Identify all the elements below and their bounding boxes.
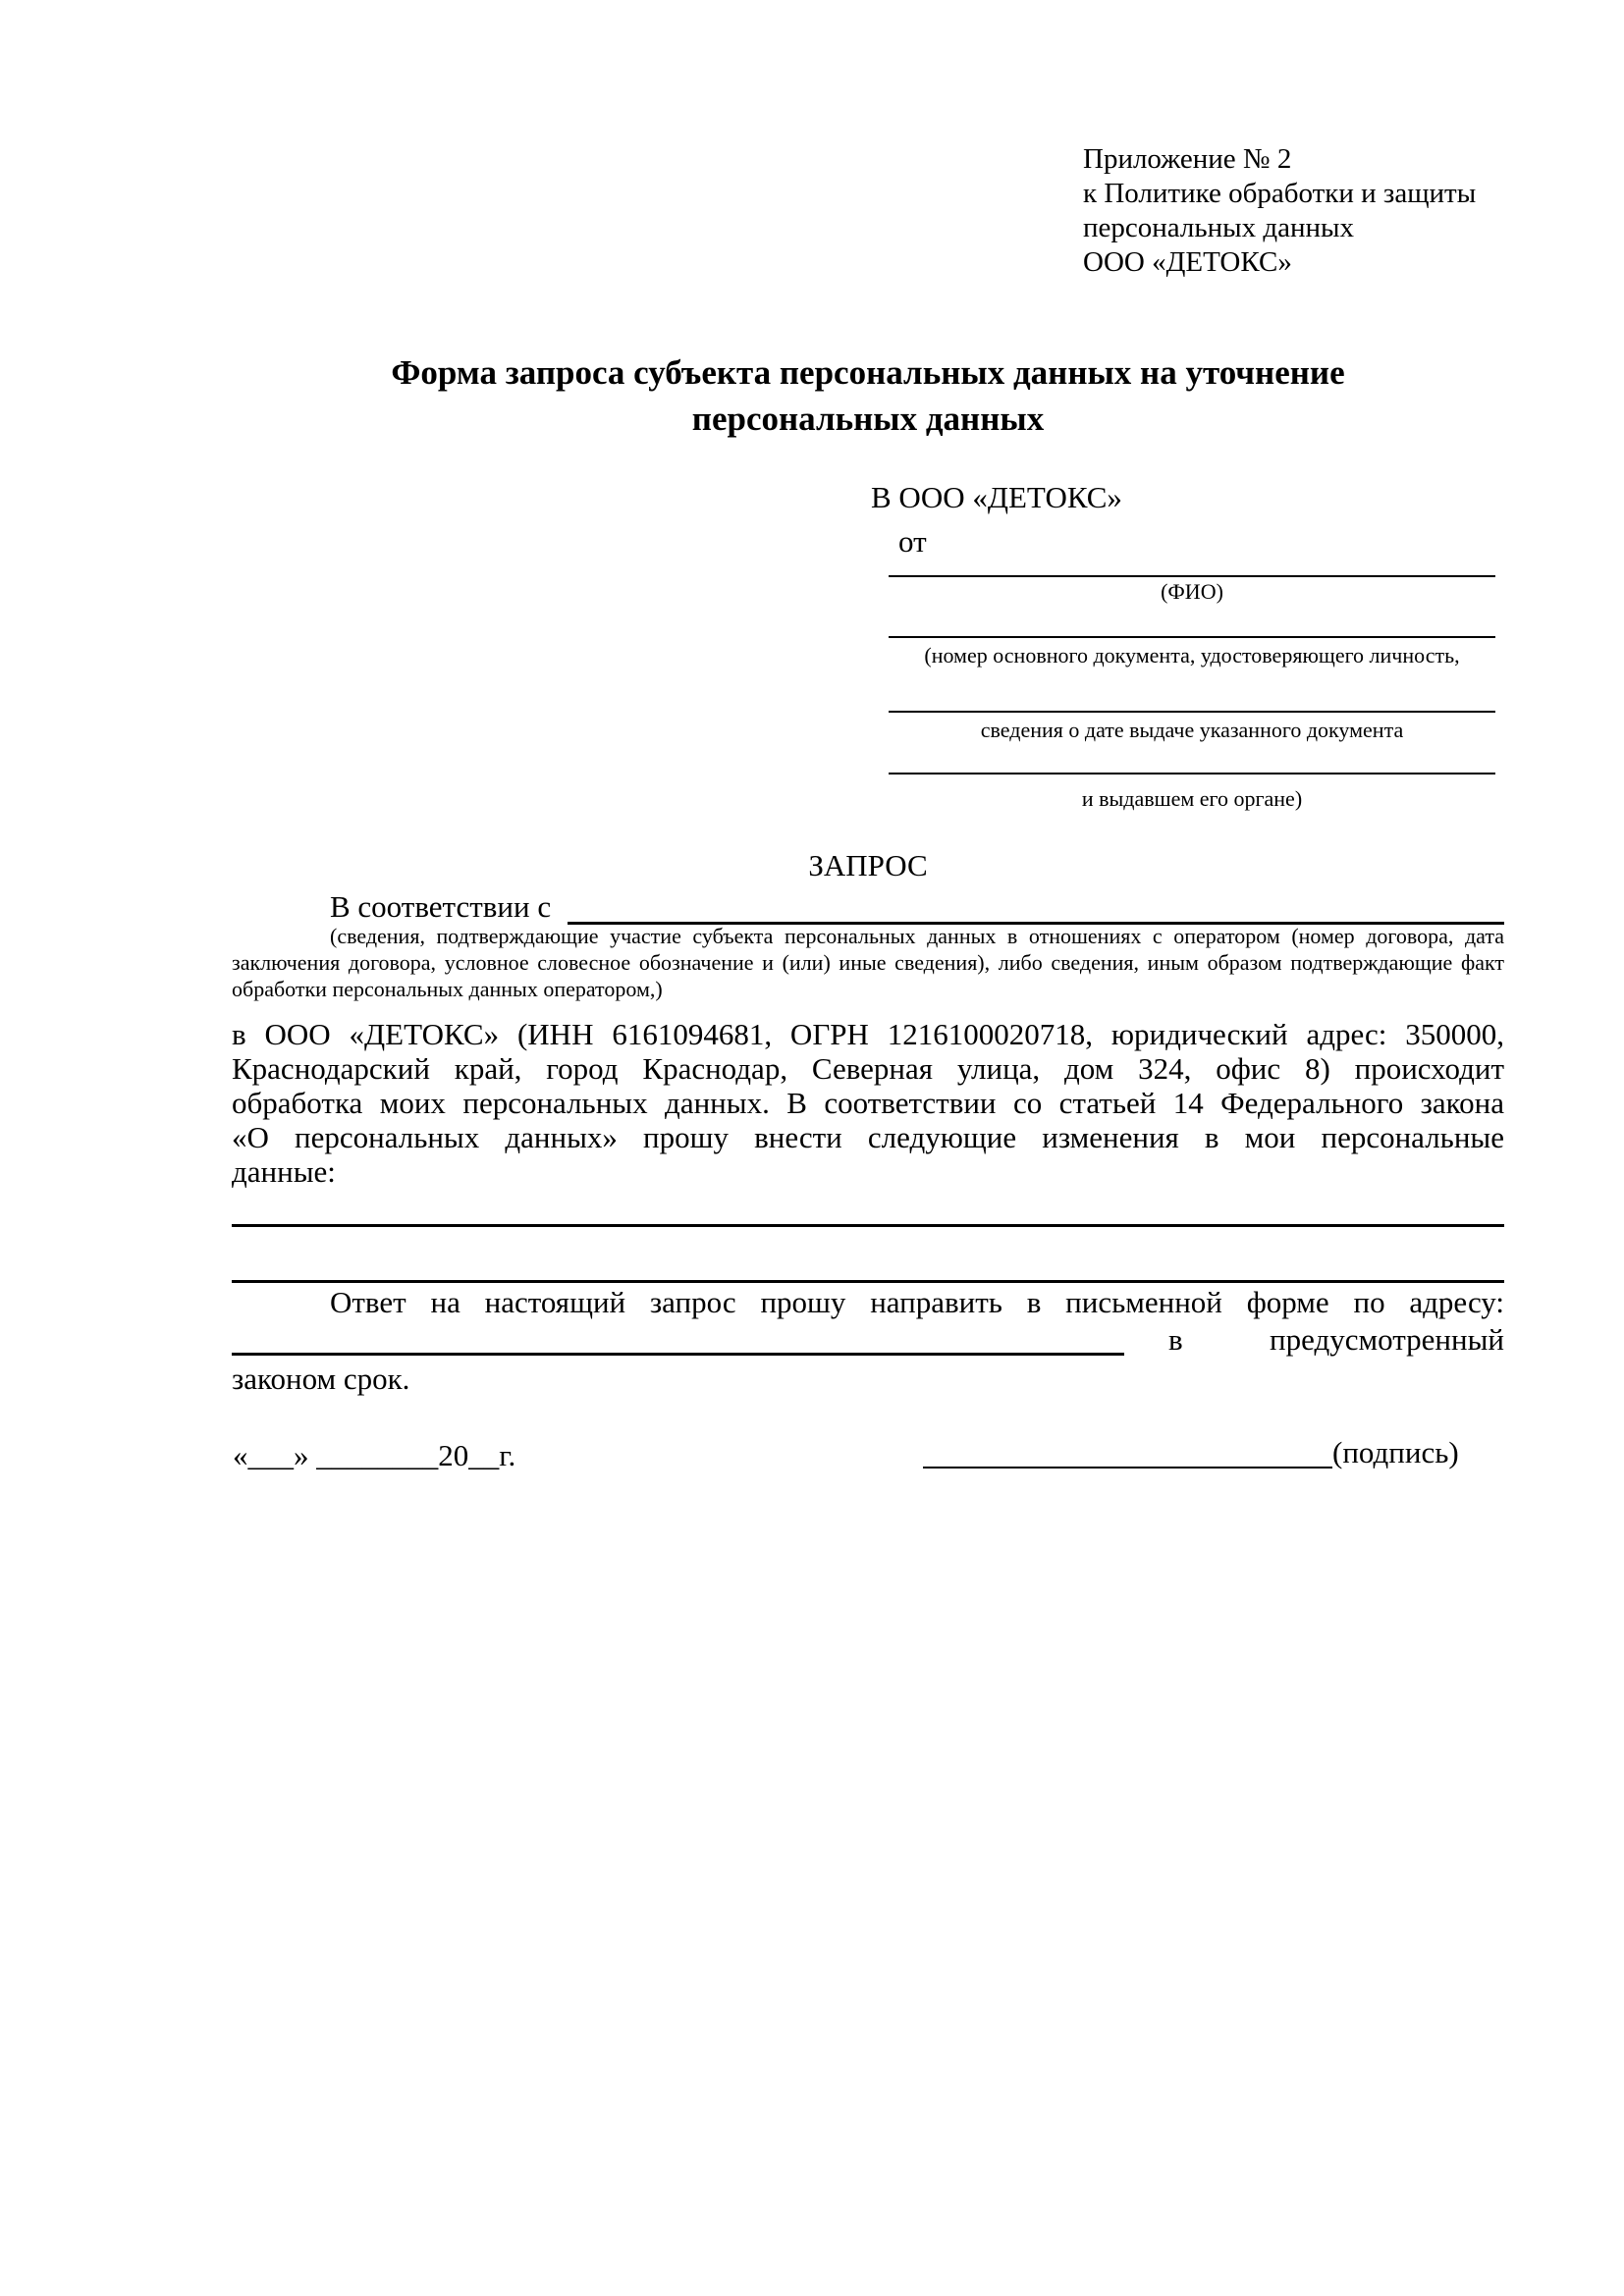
- body-line: Краснодарский край, город Краснодар, Северная улица, дом 324, офис 8) происходит: [232, 1051, 1504, 1086]
- document-number-fill-line: [889, 636, 1495, 638]
- body-line: в ООО «ДЕТОКС» (ИНН 6161094681, ОГРН 1216100020718, юридический адрес: 350000,: [232, 1017, 1504, 1051]
- changes-fill-line-2: [232, 1280, 1504, 1283]
- body-paragraph: [232, 1017, 1504, 1189]
- response-word-in: в: [1168, 1322, 1183, 1357]
- title-line: персональных данных: [691, 400, 1045, 438]
- annex-line: Приложение № 2: [1083, 143, 1292, 175]
- annex-line: персональных данных: [1083, 212, 1355, 243]
- body-line: обработка моих персональных данных. В соответствии со статьей 14 Федерального закона: [232, 1086, 1504, 1120]
- addressee-to: В ООО «ДЕТОКС»: [871, 480, 1122, 514]
- date-line: «___» ________20__г.: [233, 1438, 516, 1472]
- signature-fill-line: [923, 1467, 1332, 1468]
- document-number-caption: (номер основного документа, удостоверяющего личность,: [924, 643, 1460, 667]
- response-word-stipulated: предусмотренный: [1270, 1322, 1504, 1357]
- footnote-line: (сведения, подтверждающие участие субъекта персональных данных в отношениях с оператором (номер договора, дата: [330, 924, 1504, 948]
- changes-fill-line-1: [232, 1224, 1504, 1227]
- fio-fill-line: [889, 575, 1495, 577]
- intro-text: В соответствии с: [330, 889, 552, 924]
- issuing-authority-fill-line: [889, 773, 1495, 774]
- addressee-from-label: от: [898, 524, 927, 559]
- issue-date-caption: сведения о дате выдаче указанного документа: [980, 718, 1404, 742]
- body-line: «О персональных данных» прошу внести следующие изменения в мои персональные: [232, 1120, 1504, 1154]
- annex-line: ООО «ДЕТОКС»: [1083, 246, 1292, 278]
- annex-note: [1083, 142, 1476, 280]
- title-line: Форма запроса субъекта персональных данных на уточнение: [391, 353, 1345, 392]
- footnote-line: заключения договора, условное словесное обозначение и (или) иные сведения), либо сведения, иным образом подтверждающие факт: [232, 950, 1504, 975]
- footnote-line: обработки персональных данных оператором,): [232, 977, 663, 1001]
- annex-line: к Политике обработки и защиты: [1083, 178, 1477, 209]
- request-heading: ЗАПРОС: [808, 848, 928, 882]
- fio-caption: (ФИО): [1161, 579, 1223, 604]
- body-line: данные:: [232, 1154, 336, 1189]
- issuing-authority-caption: и выдавшем его органе): [1081, 786, 1303, 811]
- signature-caption: (подпись): [1332, 1435, 1459, 1469]
- response-line-3: законом срок.: [232, 1362, 410, 1396]
- response-line-1: Ответ на настоящий запрос прошу направить в письменной форме по адресу:: [330, 1285, 1504, 1319]
- document-title: [232, 349, 1504, 442]
- issue-date-fill-line: [889, 711, 1495, 713]
- footnote-block: [232, 923, 1504, 1002]
